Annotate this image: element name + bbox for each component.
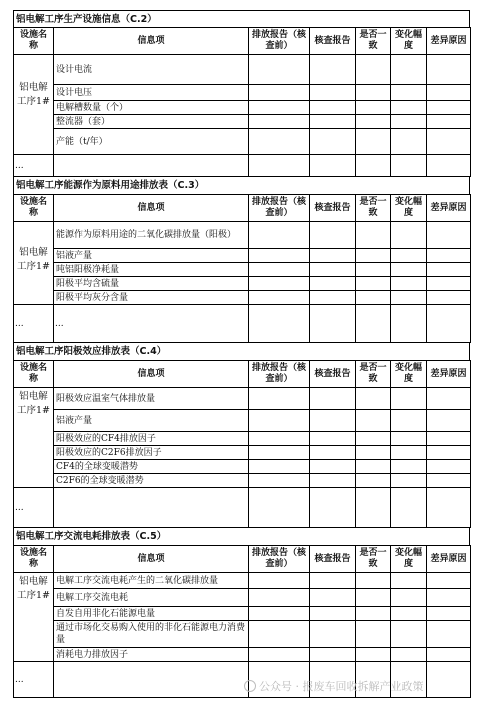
header-info: 信息项: [54, 546, 249, 573]
header-reason: 差异原因: [427, 195, 471, 222]
header-facility: 设施名称: [14, 28, 54, 55]
info-cell: 铝液产量: [54, 249, 249, 263]
header-consistent: 是否一致: [356, 28, 391, 55]
header-info: 信息项: [54, 28, 249, 55]
header-consistent: 是否一致: [356, 546, 391, 573]
header-change: 变化幅度: [391, 28, 427, 55]
header-verify: 核查报告: [310, 546, 356, 573]
ellipsis-cell: ...: [14, 155, 54, 177]
facility-cell: 铝电解工序1#: [14, 55, 54, 155]
info-cell: C2F6的全球变暖潜势: [54, 474, 249, 488]
header-info: 信息项: [54, 361, 249, 388]
table-row: [14, 263, 471, 277]
table-row: [14, 85, 471, 101]
watermark-text: 公众号 · 报废车回收拆解产业政策: [259, 680, 424, 693]
header-facility: 设施名称: [14, 195, 54, 222]
ellipsis-cell: ...: [54, 305, 249, 343]
header-change: 变化幅度: [391, 361, 427, 388]
table-row: [14, 305, 471, 343]
header-report: 排放报告（核查前）: [249, 546, 310, 573]
table-row: [14, 474, 471, 488]
info-cell: 电解槽数量（个）: [54, 101, 249, 115]
info-cell: 阳极效应的CF4排放因子: [54, 432, 249, 446]
table-row: [14, 488, 471, 528]
document-page: [13, 10, 470, 698]
header-info: 信息项: [54, 195, 249, 222]
table-row: [14, 432, 471, 446]
header-consistent: 是否一致: [356, 195, 391, 222]
header-verify: 核查报告: [310, 28, 356, 55]
header-reason: 差异原因: [427, 361, 471, 388]
info-cell: CF4的全球变暖潜势: [54, 460, 249, 474]
info-cell: 产能（t/年）: [54, 129, 249, 155]
header-row: [14, 361, 471, 388]
facility-cell: 铝电解工序1#: [14, 573, 54, 662]
table-row: [14, 648, 471, 662]
header-reason: 差异原因: [427, 546, 471, 573]
table-row: [14, 410, 471, 432]
watermark: [244, 678, 424, 694]
header-row: [14, 546, 471, 573]
info-cell: 通过市场化交易购入使用的非化石能源电力消费量: [54, 621, 249, 648]
info-cell: 阳极平均灰分含量: [54, 291, 249, 305]
info-cell: 能源作为原料用途的二氧化碳排放量（阳极）: [54, 222, 249, 249]
info-cell: 吨铝阳极净耗量: [54, 263, 249, 277]
header-verify: 核查报告: [310, 195, 356, 222]
table-row: [14, 388, 471, 410]
section-c2: [13, 10, 470, 177]
table-row: [14, 291, 471, 305]
table-row: [14, 249, 471, 263]
data-table: [13, 194, 471, 343]
table-row: [14, 55, 471, 85]
wechat-icon: [244, 680, 256, 692]
table-row: [14, 621, 471, 648]
header-row: [14, 28, 471, 55]
table-row: [14, 460, 471, 474]
info-cell: 消耗电力排放因子: [54, 648, 249, 662]
info-cell: 阳极效应的C2F6排放因子: [54, 446, 249, 460]
header-change: 变化幅度: [391, 195, 427, 222]
section-title: 铝电解工序阳极效应排放表（C.4）: [13, 343, 470, 360]
ellipsis-cell: ...: [14, 662, 54, 698]
table-row: [14, 101, 471, 115]
info-cell: 设计电压: [54, 85, 249, 101]
table-row: [14, 129, 471, 155]
info-cell: 阳极平均含硫量: [54, 277, 249, 291]
ellipsis-cell: ...: [14, 488, 54, 528]
table-row: [14, 446, 471, 460]
table-row: [14, 115, 471, 129]
facility-cell: 铝电解工序1#: [14, 388, 54, 488]
header-facility: 设施名称: [14, 361, 54, 388]
section-title: 铝电解工序生产设施信息（C.2）: [13, 10, 470, 27]
table-row: [14, 573, 471, 589]
section-c3: [13, 177, 470, 343]
header-change: 变化幅度: [391, 546, 427, 573]
info-cell: 铝液产量: [54, 410, 249, 432]
data-table: [13, 545, 471, 698]
facility-cell: 铝电解工序1#: [14, 222, 54, 305]
table-row: [14, 222, 471, 249]
ellipsis-cell: ...: [14, 305, 54, 343]
header-report: 排放报告（核查前）: [249, 361, 310, 388]
data-table: [13, 360, 471, 528]
header-row: [14, 195, 471, 222]
info-cell: 电解工序交流电耗: [54, 589, 249, 607]
section-title: 铝电解工序能源作为原料用途排放表（C.3）: [13, 177, 470, 194]
table-row: [14, 607, 471, 621]
table-row: [14, 589, 471, 607]
header-report: 排放报告（核查前）: [249, 28, 310, 55]
info-cell: 阳极效应温室气体排放量: [54, 388, 249, 410]
info-cell: 电解工序交流电耗产生的二氧化碳排放量: [54, 573, 249, 589]
info-cell: 设计电流: [54, 55, 249, 85]
header-report: 排放报告（核查前）: [249, 195, 310, 222]
header-reason: 差异原因: [427, 28, 471, 55]
info-cell: 自发自用非化石能源电量: [54, 607, 249, 621]
header-facility: 设施名称: [14, 546, 54, 573]
data-table: [13, 27, 471, 177]
info-cell: 整流器（套）: [54, 115, 249, 129]
header-consistent: 是否一致: [356, 361, 391, 388]
section-c5: [13, 528, 470, 698]
table-row: [14, 155, 471, 177]
table-row: [14, 277, 471, 291]
section-title: 铝电解工序交流电耗排放表（C.5）: [13, 528, 470, 545]
section-c4: [13, 343, 470, 528]
header-verify: 核查报告: [310, 361, 356, 388]
